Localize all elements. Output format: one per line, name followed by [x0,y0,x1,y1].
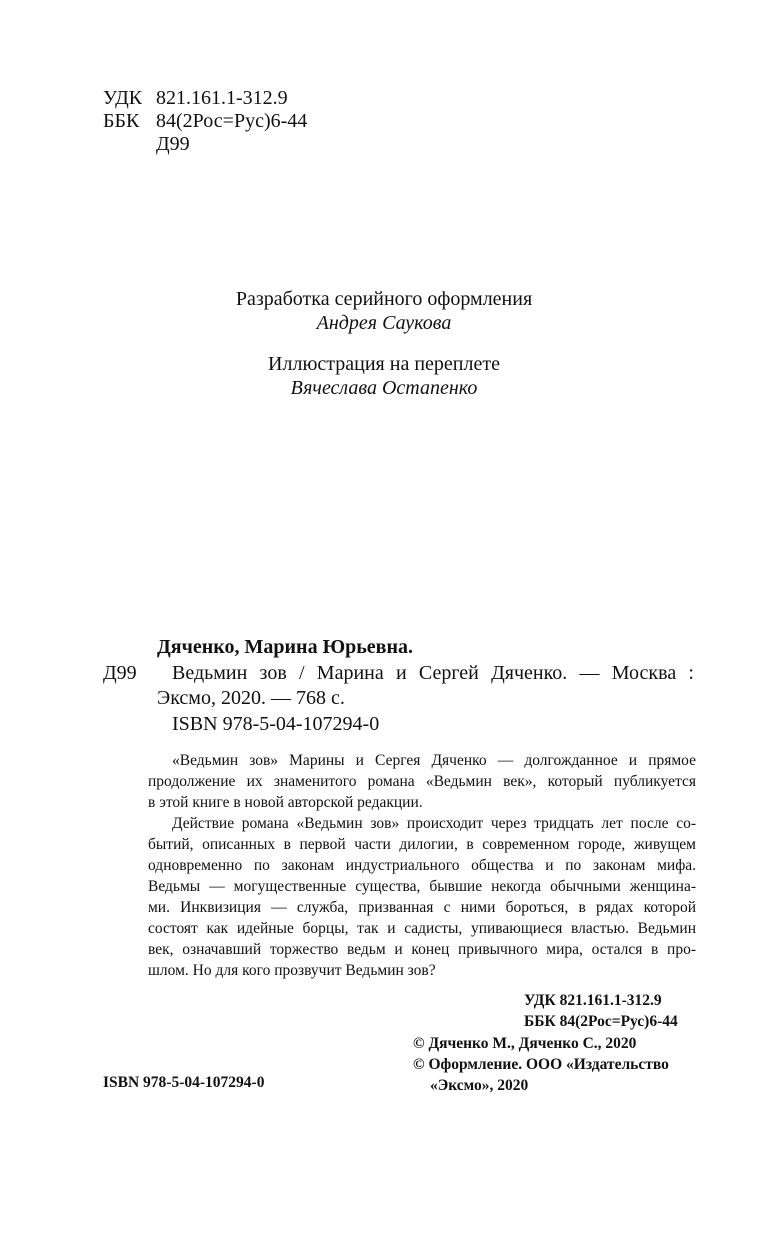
annotation-line: бытий, описанных в первой части дилогии, в современном городе, живущем [148,836,696,853]
catalog-author-heading: Дяченко, Марина Юрьевна. [157,636,413,658]
design-credit-title: Разработка серийного оформления [235,288,533,310]
catalog-title-line2: Эксмо, 2020. — 768 с. [157,687,345,709]
annotation-line: век, означавший торжество ведьм и конец привычного мира, остался в про- [148,941,696,958]
udk-value: 821.161.1-312.9 [156,87,288,109]
annotation-line: в этой книге в новой авторской редакции. [148,794,423,811]
annotation-line: «Ведьмин зов» Марины и Сергея Дяченко — долгожданное и прямое [172,752,696,769]
index-udk: УДК 821.161.1-312.9 [524,992,662,1009]
index-bbk: ББК 84(2Рос=Рус)6-44 [524,1013,678,1030]
illustration-credit-name: Вячеслава Остапенко [290,377,478,399]
annotation-line: продолжение их знаменитого романа «Ведьмин век», который публикуется [148,773,696,790]
annotation-line: одновременно по законам индустриального общества и по законам мифа. [148,857,696,874]
illustration-credit-title: Иллюстрация на переплете [268,353,500,375]
design-credit-name: Андрея Саукова [316,312,452,334]
copyright-line: © Оформление. ООО «Издательство [413,1056,669,1073]
copyright-line: © Дяченко М., Дяченко С., 2020 [413,1035,637,1052]
annotation-line: шлом. Но для кого прозвучит Ведьмин зов? [148,962,436,979]
copyright-line: «Эксмо», 2020 [430,1077,529,1094]
udk-label: УДК [103,87,143,109]
catalog-mark: Д99 [103,662,137,684]
annotation-line: Действие романа «Ведьмин зов» происходит через тридцать лет после со- [172,815,696,832]
bbk-value: 84(2Рос=Рус)6-44 [156,110,308,132]
author-mark: Д99 [156,133,190,155]
annotation-line: Ведьмы — могущественные существа, бывшие некогда обычными женщина- [148,878,696,895]
annotation-line: ми. Инквизиция — служба, призванная с ними бороться, в рядах которой [148,899,696,916]
catalog-isbn: ISBN 978-5-04-107294-0 [172,713,380,735]
annotation-line: состоят как идейные борцы, так и садисты, упивающиеся властью. Ведьмин [148,920,696,937]
isbn-bottom: ISBN 978-5-04-107294-0 [103,1074,265,1091]
bbk-label: ББК [103,110,140,132]
catalog-title-line1: Ведьмин зов / Марина и Сергей Дяченко. — Москва : [172,662,694,684]
